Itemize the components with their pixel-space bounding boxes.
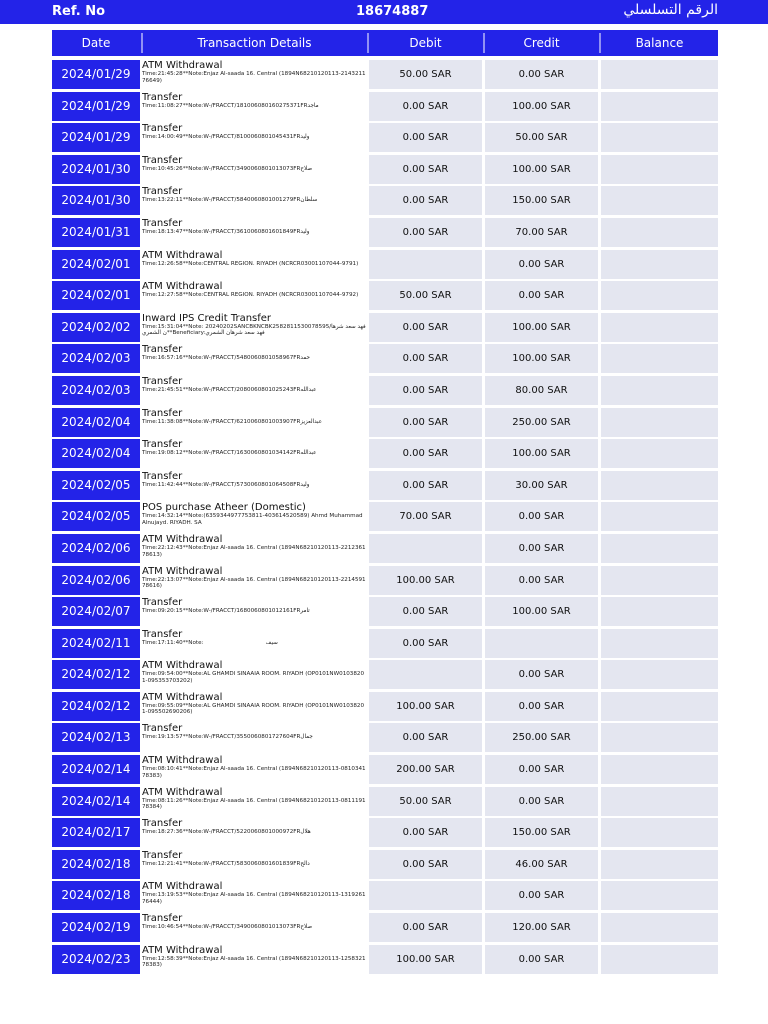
transaction-note: Time:12:58:39**Note:Enjaz Al-saada 16. Central (1894N68210120113-125832178383) bbox=[142, 955, 366, 969]
transaction-type: Transfer bbox=[142, 186, 183, 198]
transaction-note: Time:17:11:40**Note: سيف bbox=[142, 639, 278, 646]
transaction-type: Transfer bbox=[142, 818, 183, 830]
row-debit: 0.00 SAR bbox=[369, 439, 482, 468]
row-credit: 250.00 SAR bbox=[485, 723, 598, 752]
row-date: 2024/02/11 bbox=[52, 629, 140, 658]
row-credit: 100.00 SAR bbox=[485, 597, 598, 626]
row-debit: 0.00 SAR bbox=[369, 913, 482, 942]
transaction-type: Transfer bbox=[142, 439, 183, 451]
transaction-type: Transfer bbox=[142, 849, 183, 861]
row-credit: 100.00 SAR bbox=[485, 313, 598, 342]
row-credit: 0.00 SAR bbox=[485, 881, 598, 910]
transaction-type: Transfer bbox=[142, 154, 183, 166]
transaction-note: Time:10:45:26**Note:W-/FRACCT/3490060801013073FRصلاح bbox=[142, 165, 313, 172]
table-row bbox=[52, 659, 718, 691]
row-credit: 46.00 SAR bbox=[485, 850, 598, 879]
transaction-note: Time:18:27:36**Note:W-/FRACCT/5220060801000972FRهلال bbox=[142, 829, 311, 836]
transactions-table bbox=[52, 59, 718, 975]
row-credit: 120.00 SAR bbox=[485, 913, 598, 942]
row-balance bbox=[601, 344, 718, 373]
row-credit: 0.00 SAR bbox=[485, 534, 598, 563]
table-row bbox=[52, 501, 718, 533]
transaction-note: Time:13:19:53**Note:Enjaz Al-saada 16. Central (1894N68210120113-131926176444) bbox=[142, 892, 366, 906]
row-details bbox=[142, 881, 367, 910]
row-balance bbox=[601, 186, 718, 215]
row-details bbox=[142, 123, 367, 152]
row-date: 2024/02/14 bbox=[52, 787, 140, 816]
row-debit bbox=[369, 250, 482, 279]
table-row bbox=[52, 280, 718, 312]
row-date: 2024/02/03 bbox=[52, 376, 140, 405]
table-row bbox=[52, 880, 718, 912]
table-row bbox=[52, 849, 718, 881]
transaction-note: Time:15:31:04**Note: 20240202SANCBKNCBK2582811530078595/فهد سعد شرهان الشمري**Beneficiary:فهد سعد شرهان الشمري bbox=[142, 323, 366, 337]
table-row bbox=[52, 249, 718, 281]
transaction-note: Time:16:57:16**Note:W-/FRACCT/5480060801058967FRحمد bbox=[142, 355, 311, 362]
row-debit bbox=[369, 660, 482, 689]
row-date: 2024/02/14 bbox=[52, 755, 140, 784]
row-credit: 0.00 SAR bbox=[485, 502, 598, 531]
row-credit: 0.00 SAR bbox=[485, 787, 598, 816]
transaction-type: Transfer bbox=[142, 913, 183, 925]
transaction-type: ATM Withdrawal bbox=[142, 281, 223, 293]
row-debit: 0.00 SAR bbox=[369, 155, 482, 184]
row-details bbox=[142, 250, 367, 279]
row-balance bbox=[601, 471, 718, 500]
row-debit: 100.00 SAR bbox=[369, 692, 482, 721]
row-balance bbox=[601, 945, 718, 974]
row-credit: 0.00 SAR bbox=[485, 250, 598, 279]
row-balance bbox=[601, 881, 718, 910]
row-credit: 0.00 SAR bbox=[485, 755, 598, 784]
row-balance bbox=[601, 850, 718, 879]
row-debit: 200.00 SAR bbox=[369, 755, 482, 784]
row-debit: 0.00 SAR bbox=[369, 218, 482, 247]
table-row bbox=[52, 438, 718, 470]
row-credit: 0.00 SAR bbox=[485, 566, 598, 595]
row-debit: 50.00 SAR bbox=[369, 60, 482, 89]
row-balance bbox=[601, 408, 718, 437]
table-row bbox=[52, 817, 718, 849]
row-balance bbox=[601, 723, 718, 752]
row-debit: 0.00 SAR bbox=[369, 186, 482, 215]
row-balance bbox=[601, 818, 718, 847]
row-credit: 0.00 SAR bbox=[485, 945, 598, 974]
row-credit: 100.00 SAR bbox=[485, 92, 598, 121]
row-debit: 50.00 SAR bbox=[369, 281, 482, 310]
row-debit: 100.00 SAR bbox=[369, 945, 482, 974]
row-date: 2024/02/18 bbox=[52, 850, 140, 879]
row-debit bbox=[369, 534, 482, 563]
row-balance bbox=[601, 597, 718, 626]
transaction-note: Time:08:10:41**Note:Enjaz Al-saada 16. Central (1894N68210120113-081034178383) bbox=[142, 766, 366, 779]
transaction-note: Time:08:11:26**Note:Enjaz Al-saada 16. Central (1894N68210120113-081119178384) bbox=[142, 797, 366, 811]
row-date: 2024/02/04 bbox=[52, 408, 140, 437]
table-row bbox=[52, 754, 718, 786]
transaction-type: Inward IPS Credit Transfer bbox=[142, 312, 272, 324]
transaction-note: Time:21:45:28**Note:Enjaz Al-saada 16. Central (1894N68210120113-214321176649) bbox=[142, 71, 366, 84]
table-row bbox=[52, 375, 718, 407]
transaction-note: Time:12:21:41**Note:W-/FRACCT/5830060801601839FRدالح bbox=[142, 860, 310, 867]
transaction-type: ATM Withdrawal bbox=[142, 660, 223, 672]
row-balance bbox=[601, 787, 718, 816]
row-credit: 100.00 SAR bbox=[485, 155, 598, 184]
row-date: 2024/02/04 bbox=[52, 439, 140, 468]
row-credit: 150.00 SAR bbox=[485, 818, 598, 847]
row-date: 2024/02/17 bbox=[52, 818, 140, 847]
row-debit: 0.00 SAR bbox=[369, 723, 482, 752]
transaction-type: Transfer bbox=[142, 375, 183, 387]
table-row bbox=[52, 185, 718, 217]
table-row bbox=[52, 628, 718, 660]
row-details bbox=[142, 629, 367, 658]
row-details bbox=[142, 945, 367, 974]
transaction-note: Time:22:12:43**Note:Enjaz Al-saada 16. Central (1894N68210120113-221236178613) bbox=[142, 544, 366, 558]
row-details bbox=[142, 723, 367, 752]
table-row bbox=[52, 596, 718, 628]
row-date: 2024/02/12 bbox=[52, 692, 140, 721]
row-details bbox=[142, 408, 367, 437]
table-row bbox=[52, 217, 718, 249]
transaction-type: Transfer bbox=[142, 723, 183, 735]
table-row bbox=[52, 122, 718, 154]
row-balance bbox=[601, 60, 718, 89]
table-row bbox=[52, 470, 718, 502]
row-date: 2024/02/18 bbox=[52, 881, 140, 910]
row-credit: 150.00 SAR bbox=[485, 186, 598, 215]
row-balance bbox=[601, 534, 718, 563]
row-details bbox=[142, 60, 367, 89]
column-header-credit: Credit bbox=[523, 36, 560, 50]
row-date: 2024/02/01 bbox=[52, 281, 140, 310]
row-debit: 0.00 SAR bbox=[369, 818, 482, 847]
transaction-type: Transfer bbox=[142, 597, 183, 609]
row-balance bbox=[601, 502, 718, 531]
row-details bbox=[142, 186, 367, 215]
row-details bbox=[142, 660, 367, 689]
transaction-type: ATM Withdrawal bbox=[142, 944, 223, 956]
row-balance bbox=[601, 755, 718, 784]
transaction-type: Transfer bbox=[142, 407, 183, 419]
row-debit: 0.00 SAR bbox=[369, 850, 482, 879]
row-date: 2024/02/23 bbox=[52, 945, 140, 974]
row-debit: 0.00 SAR bbox=[369, 597, 482, 626]
ref-no-label: Ref. No bbox=[52, 4, 106, 19]
row-date: 2024/02/02 bbox=[52, 313, 140, 342]
row-debit: 0.00 SAR bbox=[369, 376, 482, 405]
transaction-type: ATM Withdrawal bbox=[142, 786, 223, 798]
row-credit: 250.00 SAR bbox=[485, 408, 598, 437]
table-row bbox=[52, 343, 718, 375]
row-debit: 0.00 SAR bbox=[369, 313, 482, 342]
row-debit: 0.00 SAR bbox=[369, 123, 482, 152]
row-date: 2024/02/19 bbox=[52, 913, 140, 942]
row-details bbox=[142, 534, 367, 563]
transaction-type: Transfer bbox=[142, 344, 183, 356]
transaction-type: Transfer bbox=[142, 470, 183, 482]
row-debit: 0.00 SAR bbox=[369, 408, 482, 437]
row-date: 2024/02/03 bbox=[52, 344, 140, 373]
transaction-type: Transfer bbox=[142, 91, 183, 103]
table-row bbox=[52, 91, 718, 123]
row-balance bbox=[601, 629, 718, 658]
row-balance bbox=[601, 313, 718, 342]
row-date: 2024/02/01 bbox=[52, 250, 140, 279]
row-debit: 0.00 SAR bbox=[369, 92, 482, 121]
transaction-note: Time:09:55:09**Note:AL GHAMDI SINAAIA ROOM. RIYADH (OP0101NW01038201-095502690206) bbox=[142, 702, 365, 716]
row-details bbox=[142, 755, 367, 784]
row-details bbox=[142, 597, 367, 626]
row-balance bbox=[601, 123, 718, 152]
row-date: 2024/01/31 bbox=[52, 218, 140, 247]
transaction-type: ATM Withdrawal bbox=[142, 755, 223, 767]
table-row bbox=[52, 786, 718, 818]
row-credit: 0.00 SAR bbox=[485, 660, 598, 689]
table-row bbox=[52, 912, 718, 944]
transaction-note: Time:19:08:12**Note:W-/FRACCT/1630060801034142FRعبدالله bbox=[142, 450, 317, 457]
row-balance bbox=[601, 376, 718, 405]
row-date: 2024/02/06 bbox=[52, 566, 140, 595]
row-details bbox=[142, 218, 367, 247]
row-details bbox=[142, 692, 367, 721]
column-header-details: Transaction Details bbox=[197, 36, 312, 50]
row-balance bbox=[601, 660, 718, 689]
column-header-balance: Balance bbox=[635, 36, 684, 50]
row-debit: 70.00 SAR bbox=[369, 502, 482, 531]
transaction-note: Time:12:26:58**Note:CENTRAL REGION. RIYADH (NCRCR03001107044-9791) bbox=[142, 260, 359, 267]
transaction-note: Time:09:54:00**Note:AL GHAMDI SINAAIA ROOM. RIYADH (OP0101NW01038201-095353703202) bbox=[142, 671, 365, 684]
table-row bbox=[52, 59, 718, 91]
transaction-note: Time:22:13:07**Note:Enjaz Al-saada 16. Central (1894N68210120113-221459178616) bbox=[142, 576, 366, 590]
transaction-note: Time:18:13:47**Note:W-/FRACCT/3610060801601849FRوليد bbox=[142, 228, 310, 235]
transaction-note: Time:13:22:11**Note:W-/FRACCT/5840060801001279FRسلطان bbox=[142, 197, 318, 204]
row-details bbox=[142, 344, 367, 373]
row-date: 2024/02/13 bbox=[52, 723, 140, 752]
row-details bbox=[142, 502, 367, 531]
reference-bar bbox=[0, 0, 768, 24]
ref-no-label-arabic: الرقم التسلسلي bbox=[623, 2, 718, 18]
row-balance bbox=[601, 692, 718, 721]
row-details bbox=[142, 281, 367, 310]
table-row bbox=[52, 691, 718, 723]
row-date: 2024/02/05 bbox=[52, 471, 140, 500]
row-details bbox=[142, 155, 367, 184]
row-balance bbox=[601, 218, 718, 247]
row-details bbox=[142, 92, 367, 121]
row-credit bbox=[485, 629, 598, 658]
row-date: 2024/01/30 bbox=[52, 186, 140, 215]
table-row bbox=[52, 944, 718, 976]
transaction-note: Time:19:13:57**Note:W-/FRACCT/3550060801727604FRجمال bbox=[142, 734, 313, 741]
row-credit: 50.00 SAR bbox=[485, 123, 598, 152]
row-date: 2024/02/12 bbox=[52, 660, 140, 689]
row-details bbox=[142, 376, 367, 405]
row-debit: 0.00 SAR bbox=[369, 629, 482, 658]
table-header bbox=[52, 30, 718, 56]
table-row bbox=[52, 722, 718, 754]
transaction-note: Time:11:42:44**Note:W-/FRACCT/5730060801064508FRوليد bbox=[142, 481, 310, 488]
row-balance bbox=[601, 281, 718, 310]
row-balance bbox=[601, 92, 718, 121]
transaction-type: Transfer bbox=[142, 628, 183, 640]
transaction-type: ATM Withdrawal bbox=[142, 249, 223, 261]
transaction-type: ATM Withdrawal bbox=[142, 881, 223, 893]
column-header-debit: Debit bbox=[409, 36, 442, 50]
row-credit: 70.00 SAR bbox=[485, 218, 598, 247]
row-details bbox=[142, 787, 367, 816]
row-credit: 0.00 SAR bbox=[485, 281, 598, 310]
transaction-note: Time:11:38:08**Note:W-/FRACCT/6210060801003907FRعبدالعزيز bbox=[142, 418, 323, 425]
row-balance bbox=[601, 913, 718, 942]
row-details bbox=[142, 850, 367, 879]
row-details bbox=[142, 913, 367, 942]
row-date: 2024/01/30 bbox=[52, 155, 140, 184]
row-balance bbox=[601, 439, 718, 468]
row-credit: 100.00 SAR bbox=[485, 344, 598, 373]
transaction-type: Transfer bbox=[142, 217, 183, 229]
row-balance bbox=[601, 250, 718, 279]
row-date: 2024/01/29 bbox=[52, 92, 140, 121]
row-credit: 0.00 SAR bbox=[485, 692, 598, 721]
transaction-note: Time:11:08:27**Note:W-/FRACCT/181006080160275371FRماجد bbox=[142, 102, 319, 109]
row-details bbox=[142, 818, 367, 847]
row-balance bbox=[601, 566, 718, 595]
table-row bbox=[52, 154, 718, 186]
table-row bbox=[52, 565, 718, 597]
ref-no-value: 18674887 bbox=[356, 4, 429, 19]
row-date: 2024/01/29 bbox=[52, 123, 140, 152]
transaction-type: ATM Withdrawal bbox=[142, 60, 223, 71]
column-header-date: Date bbox=[81, 36, 111, 50]
transaction-type: ATM Withdrawal bbox=[142, 565, 223, 577]
table-row bbox=[52, 312, 718, 344]
row-date: 2024/01/29 bbox=[52, 60, 140, 89]
row-details bbox=[142, 471, 367, 500]
row-date: 2024/02/07 bbox=[52, 597, 140, 626]
transaction-note: Time:10:46:54**Note:W-/FRACCT/3490060801013073FRصلاح bbox=[142, 924, 313, 931]
row-date: 2024/02/05 bbox=[52, 502, 140, 531]
transaction-note: Time:09:20:15**Note:W-/FRACCT/1680060801012161FRتامر bbox=[142, 608, 310, 615]
transaction-note: Time:14:32:14**Note:(6359344977753811-403614520589) Ahmd Muhammad Alnujayd. RIYADH. SA bbox=[142, 513, 365, 526]
row-details bbox=[142, 566, 367, 595]
transaction-type: ATM Withdrawal bbox=[142, 533, 223, 545]
row-credit: 100.00 SAR bbox=[485, 439, 598, 468]
row-debit: 100.00 SAR bbox=[369, 566, 482, 595]
row-debit: 0.00 SAR bbox=[369, 344, 482, 373]
row-date: 2024/02/06 bbox=[52, 534, 140, 563]
transaction-note: Time:14:00:49**Note:W-/FRACCT/8100060801045431FRوليد bbox=[142, 134, 310, 141]
row-details bbox=[142, 439, 367, 468]
row-debit bbox=[369, 881, 482, 910]
row-debit: 50.00 SAR bbox=[369, 787, 482, 816]
transaction-type: POS purchase Atheer (Domestic) bbox=[142, 502, 306, 514]
transaction-type: ATM Withdrawal bbox=[142, 691, 223, 703]
row-details bbox=[142, 313, 367, 342]
row-credit: 80.00 SAR bbox=[485, 376, 598, 405]
transaction-type: Transfer bbox=[142, 123, 183, 135]
transaction-note: Time:12:27:58**Note:CENTRAL REGION. RIYADH (NCRCR03001107044-9792) bbox=[142, 292, 359, 299]
transaction-note: Time:21:45:51**Note:W-/FRACCT/2080060801025243FRعبدالله bbox=[142, 386, 317, 393]
row-credit: 30.00 SAR bbox=[485, 471, 598, 500]
table-row bbox=[52, 533, 718, 565]
row-credit: 0.00 SAR bbox=[485, 60, 598, 89]
row-balance bbox=[601, 155, 718, 184]
row-debit: 0.00 SAR bbox=[369, 471, 482, 500]
table-row bbox=[52, 407, 718, 439]
